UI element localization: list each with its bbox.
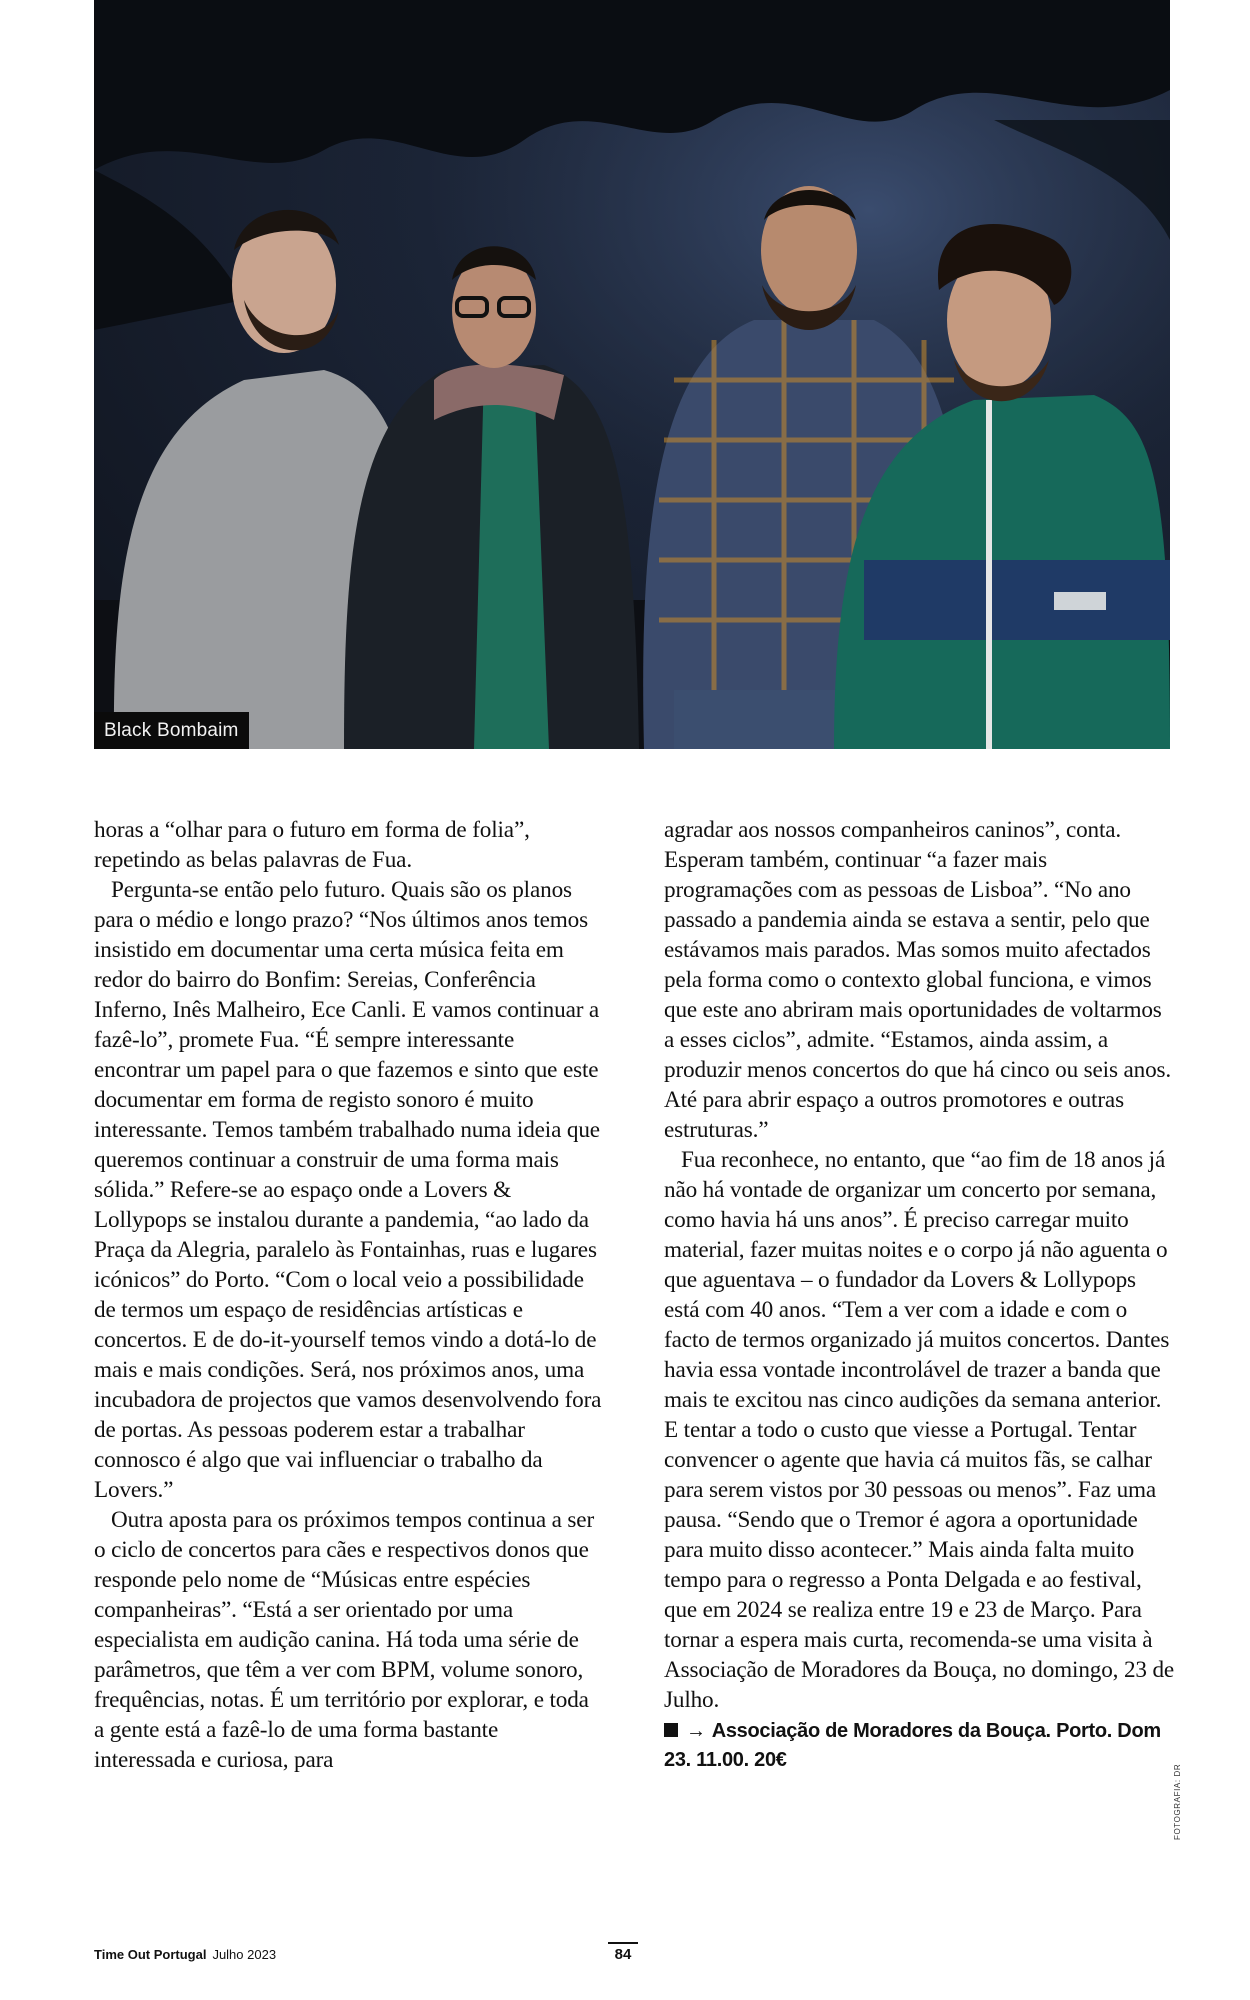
event-info (664, 1717, 1176, 1775)
band-photo-illustration (94, 0, 1170, 749)
square-bullet-icon (664, 1723, 678, 1737)
footer-publication (94, 1947, 276, 1962)
event-info-text: Associação de Moradores da Bouça. Porto. Dom 23. 11.00. 20€ (664, 1720, 1161, 1771)
band-photo (94, 0, 1170, 749)
arrow-right-icon: → (686, 1720, 706, 1742)
article-column-left (94, 815, 604, 1775)
article-paragraph: Outra aposta para os próximos tempos continua a ser o ciclo de concertos para cães e respectivos donos que responde pelo nome de “Músicas entre espécies companheiras”. “Está a ser orientado por uma especialista em audição canina. Há toda uma série de parâmetros, que têm a ver com BPM, volume sonoro, frequências, notas. É um território por explorar, e toda a gente está a fazê-lo de uma forma bastante interessada e curiosa, para (94, 1507, 595, 1773)
photo-caption: Black Bombaim (94, 712, 249, 749)
photo-credit: FOTOGRAFIA: DR (1173, 1763, 1182, 1840)
article-column-right (664, 815, 1176, 1775)
article-paragraph: horas a “olhar para o futuro em forma de folia”, repetindo as belas palavras de Fua. (94, 817, 530, 873)
article-paragraph: Pergunta-se então pelo futuro. Quais são os planos para o médio e longo prazo? “Nos últimos anos temos insistido em documentar uma certa música feita em redor do bairro do Bonfim: Sereias, Conferência Inferno, Inês Malheiro, Ece Canli. E vamos continuar a fazê-lo”, promete Fua. “É sempre interessante encontrar um papel para o que fazemos e sinto que este documentar em forma de registo sonoro é muito interessante. Temos também trabalhado numa ideia que queremos continuar a construir de uma forma mais sólida.” Refere-se ao espaço onde a Lovers & Lollypops se instalou durante a pandemia, “ao lado da Praça da Alegria, paralelo às Fontainhas, ruas e lugares icónicos” do Porto. “Com o local veio a possibilidade de termos um espaço de residências artísticas e concertos. E de do-it-yourself temos vindo a dotá-lo de mais e mais condições. Será, nos próximos anos, uma incubadora de projectos que vamos desenvolvendo fora de portas. As pessoas poderem estar a trabalhar connosco é algo que vai influenciar o trabalho da Lovers.” (94, 877, 602, 1503)
page-number: 84 (608, 1942, 638, 1963)
footer-magazine: Time Out Portugal (94, 1947, 207, 1962)
article-paragraph: Fua reconhece, no entanto, que “ao fim de 18 anos já não há vontade de organizar um concerto por semana, como havia há uns anos”. É preciso carregar muito material, fazer muitas noites e o corpo já não aguenta o que aguentava – o fundador da Lovers & Lollypops está com 40 anos. “Tem a ver com a idade e com o facto de termos organizado já muitos concertos. Dantes havia essa vontade incontrolável de trazer a banda que mais te excitou nas cinco audições da semana anterior. E tentar a todo o custo que viesse a Portugal. Tentar convencer o agente que havia cá muitos fãs, se calhar para serem vistos por 30 pessoas ou menos”. Faz uma pausa. “Sendo que o Tremor é agora a oportunidade para muito disso acontecer.” Mais ainda falta muito tempo para o regresso a Ponta Delgada e ao festival, que em 2024 se realiza entre 19 e 23 de Março. Para tornar a espera mais curta, recomenda-se uma visita à Associação de Moradores da Bouça, no domingo, 23 de Julho. (664, 1147, 1175, 1713)
footer-issue: Julho 2023 (212, 1947, 277, 1962)
article-paragraph: agradar aos nossos companheiros caninos”, conta. Esperam também, continuar “a fazer mais programações com as pessoas de Lisboa”. “No ano passado a pandemia ainda se estava a sentir, pelo que estávamos mais parados. Mas somos muito afectados pela forma como o contexto global funciona, e vimos que este ano abriram mais oportunidades de voltarmos a esses ciclos”, admite. “Estamos, ainda assim, a produzir menos concertos do que há cinco ou seis anos. Até para abrir espaço a outros promotores e outras estruturas.” (664, 817, 1172, 1143)
